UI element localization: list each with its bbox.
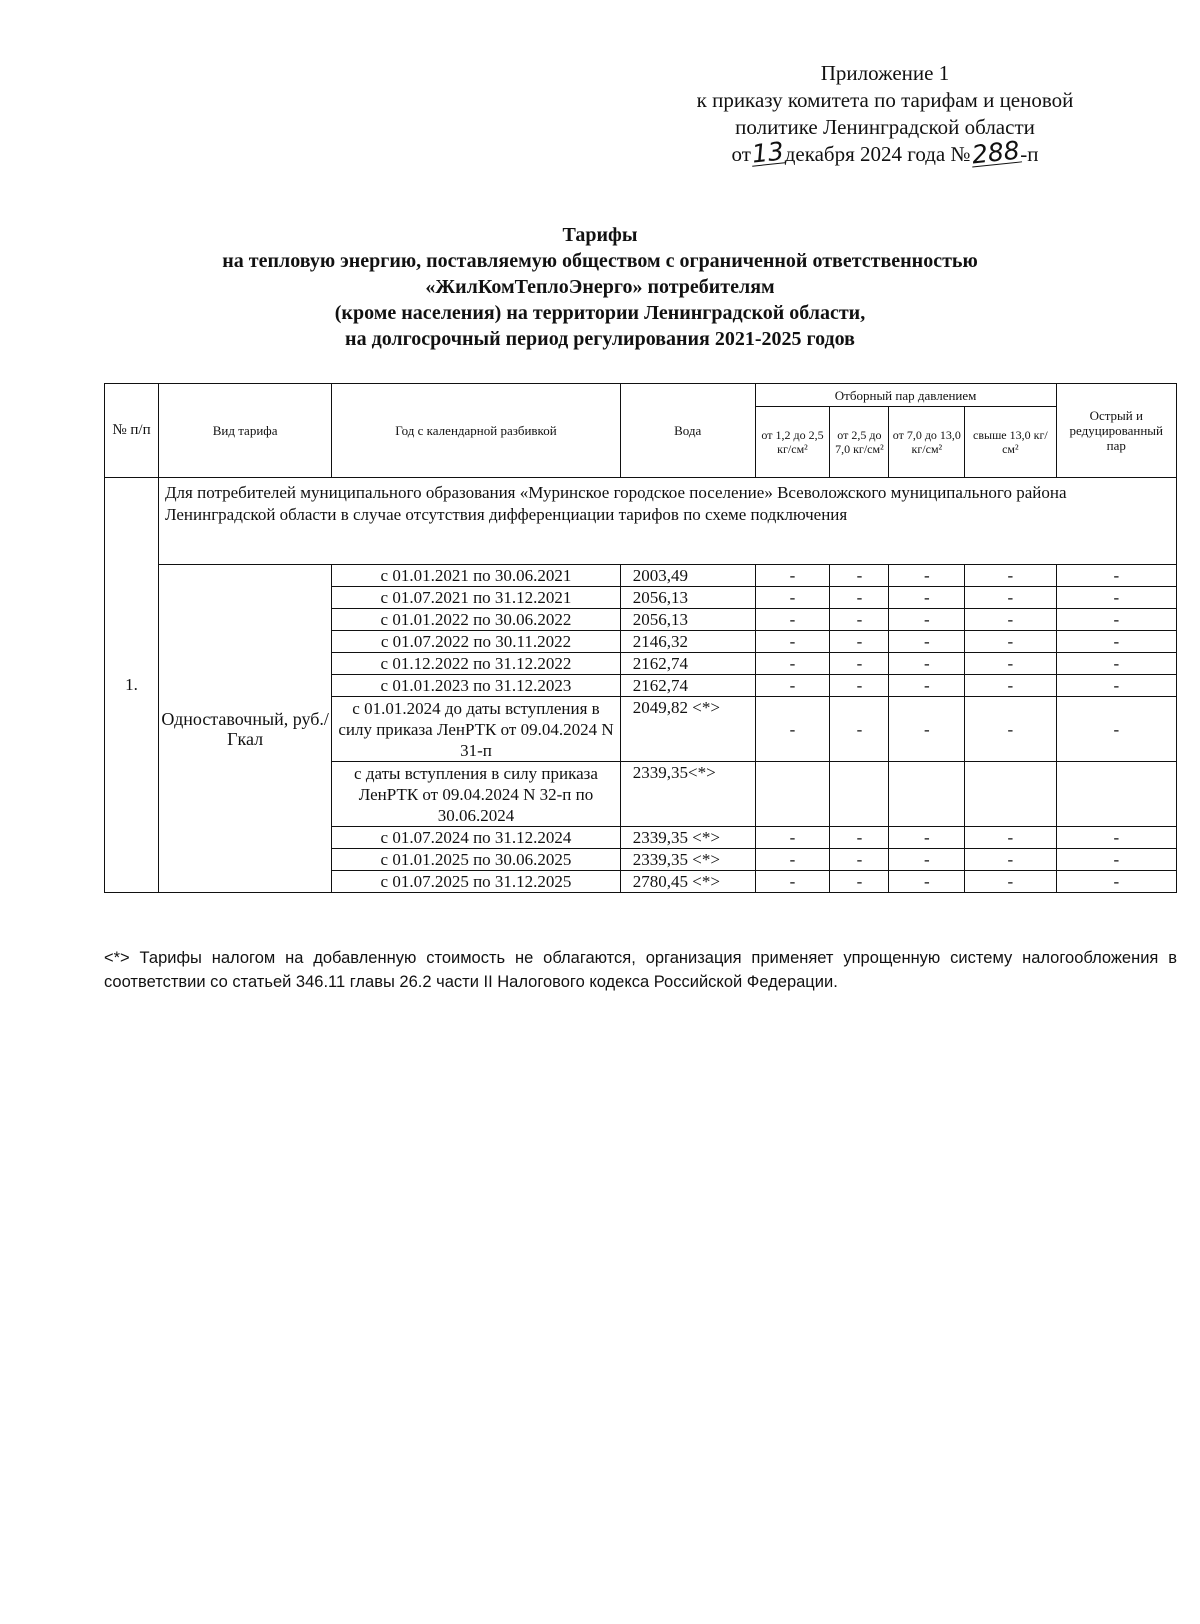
empty-value-cell: - xyxy=(755,653,830,675)
handwritten-day: 13 xyxy=(750,136,786,169)
empty-value-cell: - xyxy=(965,697,1056,762)
empty-value-cell: - xyxy=(830,675,889,697)
empty-value-cell: - xyxy=(755,587,830,609)
period-cell: с 01.01.2023 по 31.12.2023 xyxy=(332,675,620,697)
empty-value-cell: - xyxy=(889,565,965,587)
empty-value-cell: - xyxy=(1056,871,1176,893)
empty-value-cell: - xyxy=(1056,849,1176,871)
water-tariff-cell: 2339,35 <*> xyxy=(620,849,755,871)
empty-value-cell: - xyxy=(755,609,830,631)
empty-value-cell: - xyxy=(1056,631,1176,653)
period-cell: с 01.01.2024 до даты вступления в силу приказа ЛенРТК от 09.04.2024 N 31-п xyxy=(332,697,620,762)
handwritten-order-number: 288 xyxy=(970,135,1021,170)
empty-value-cell: - xyxy=(1056,565,1176,587)
empty-value-cell xyxy=(1056,762,1176,827)
water-tariff-cell: 2056,13 xyxy=(620,609,755,631)
empty-value-cell: - xyxy=(755,871,830,893)
title-line-5: на долгосрочный период регулирования 2021-2025 годов xyxy=(345,328,855,350)
empty-value-cell: - xyxy=(755,631,830,653)
empty-value-cell: - xyxy=(830,631,889,653)
header-steam-4: свыше 13,0 кг/см² xyxy=(965,407,1056,478)
tariff-table-body xyxy=(105,478,1177,893)
water-tariff-cell: 2162,74 xyxy=(620,675,755,697)
empty-value-cell: - xyxy=(889,697,965,762)
empty-value-cell: - xyxy=(830,827,889,849)
header-tariff-type: Вид тарифа xyxy=(158,384,331,478)
period-cell: с даты вступления в силу приказа ЛенРТК от 09.04.2024 N 32-п по 30.06.2024 xyxy=(332,762,620,827)
empty-value-cell: - xyxy=(965,653,1056,675)
header-steam-3: от 7,0 до 13,0 кг/см² xyxy=(889,407,965,478)
water-tariff-cell: 2780,45 <*> xyxy=(620,871,755,893)
appendix-line-3: политике Ленинградской области xyxy=(735,115,1035,139)
header-steam-group: Отборный пар давлением xyxy=(755,384,1056,407)
period-cell: с 01.01.2021 по 30.06.2021 xyxy=(332,565,620,587)
water-tariff-cell: 2056,13 xyxy=(620,587,755,609)
empty-value-cell: - xyxy=(889,827,965,849)
document-title xyxy=(100,222,1100,352)
empty-value-cell: - xyxy=(965,565,1056,587)
empty-value-cell xyxy=(755,762,830,827)
date-middle: декабря 2024 года № xyxy=(784,142,971,166)
footnote: <*> Тарифы налогом на добавленную стоимость не облагаются, организация применяет упрощенную систему налогообложения в соответствии со статьей 346.11 главы 26.2 части II Налогового кодекса Российской Федерации. xyxy=(104,949,1177,991)
empty-value-cell: - xyxy=(889,609,965,631)
empty-value-cell xyxy=(965,762,1056,827)
empty-value-cell: - xyxy=(1056,609,1176,631)
appendix-header xyxy=(650,60,1120,168)
period-cell: с 01.07.2024 по 31.12.2024 xyxy=(332,827,620,849)
water-tariff-cell: 2003,49 xyxy=(620,565,755,587)
empty-value-cell: - xyxy=(1056,675,1176,697)
header-water: Вода xyxy=(620,384,755,478)
empty-value-cell: - xyxy=(965,871,1056,893)
empty-value-cell: - xyxy=(965,631,1056,653)
header-number: № п/п xyxy=(105,384,159,478)
empty-value-cell: - xyxy=(755,697,830,762)
row-number: 1. xyxy=(105,478,159,893)
period-cell: с 01.07.2021 по 31.12.2021 xyxy=(332,587,620,609)
empty-value-cell: - xyxy=(755,827,830,849)
empty-value-cell: - xyxy=(830,587,889,609)
empty-value-cell: - xyxy=(830,697,889,762)
empty-value-cell: - xyxy=(889,675,965,697)
empty-value-cell: - xyxy=(889,871,965,893)
tariff-kind: Одноставочный, руб./Гкал xyxy=(158,565,331,893)
header-period: Год с календарной разбивкой xyxy=(332,384,620,478)
period-cell: с 01.01.2022 по 30.06.2022 xyxy=(332,609,620,631)
empty-value-cell: - xyxy=(1056,653,1176,675)
header-steam-1: от 1,2 до 2,5 кг/см² xyxy=(755,407,830,478)
empty-value-cell xyxy=(830,762,889,827)
period-cell: с 01.12.2022 по 31.12.2022 xyxy=(332,653,620,675)
water-tariff-cell: 2339,35<*> xyxy=(620,762,755,827)
empty-value-cell: - xyxy=(889,653,965,675)
appendix-line-4 xyxy=(650,135,1120,170)
period-cell: с 01.01.2025 по 30.06.2025 xyxy=(332,849,620,871)
empty-value-cell: - xyxy=(830,849,889,871)
period-cell: с 01.07.2022 по 30.11.2022 xyxy=(332,631,620,653)
empty-value-cell: - xyxy=(830,871,889,893)
empty-value-cell: - xyxy=(965,609,1056,631)
water-tariff-cell: 2146,32 xyxy=(620,631,755,653)
empty-value-cell: - xyxy=(1056,587,1176,609)
order-suffix: -п xyxy=(1020,142,1039,166)
table-row xyxy=(105,565,1177,587)
water-tariff-cell: 2162,74 xyxy=(620,653,755,675)
tariff-table xyxy=(104,383,1177,893)
water-tariff-cell: 2049,82 <*> xyxy=(620,697,755,762)
empty-value-cell: - xyxy=(830,653,889,675)
empty-value-cell: - xyxy=(755,675,830,697)
header-sharp-steam: Острый и редуцированный пар xyxy=(1056,384,1176,478)
empty-value-cell: - xyxy=(889,587,965,609)
title-line-3: «ЖилКомТеплоЭнерго» потребителям xyxy=(425,276,775,298)
empty-value-cell: - xyxy=(965,675,1056,697)
empty-value-cell: - xyxy=(755,565,830,587)
empty-value-cell: - xyxy=(1056,827,1176,849)
empty-value-cell: - xyxy=(965,849,1056,871)
empty-value-cell: - xyxy=(830,565,889,587)
date-prefix: от xyxy=(731,142,751,166)
title-line-2: на тепловую энергию, поставляемую обществом с ограниченной ответственностью xyxy=(222,250,978,272)
empty-value-cell: - xyxy=(965,587,1056,609)
period-cell: с 01.07.2025 по 31.12.2025 xyxy=(332,871,620,893)
empty-value-cell: - xyxy=(1056,697,1176,762)
empty-value-cell: - xyxy=(755,849,830,871)
group-description: Для потребителей муниципального образования «Муринское городское поселение» Всеволожского муниципального района Ленинградской области в случае отсутствия дифференциации тарифов по схеме подключения xyxy=(158,478,1176,565)
header-steam-2: от 2,5 до 7,0 кг/см² xyxy=(830,407,889,478)
title-line-4: (кроме населения) на территории Ленинградской области, xyxy=(334,302,866,324)
empty-value-cell xyxy=(889,762,965,827)
empty-value-cell: - xyxy=(889,631,965,653)
empty-value-cell: - xyxy=(889,849,965,871)
empty-value-cell: - xyxy=(830,609,889,631)
appendix-line-1: Приложение 1 xyxy=(820,61,950,85)
appendix-line-2: к приказу комитета по тарифам и ценовой xyxy=(696,88,1074,112)
empty-value-cell: - xyxy=(965,827,1056,849)
title-line-1: Тарифы xyxy=(562,224,638,246)
water-tariff-cell: 2339,35 <*> xyxy=(620,827,755,849)
